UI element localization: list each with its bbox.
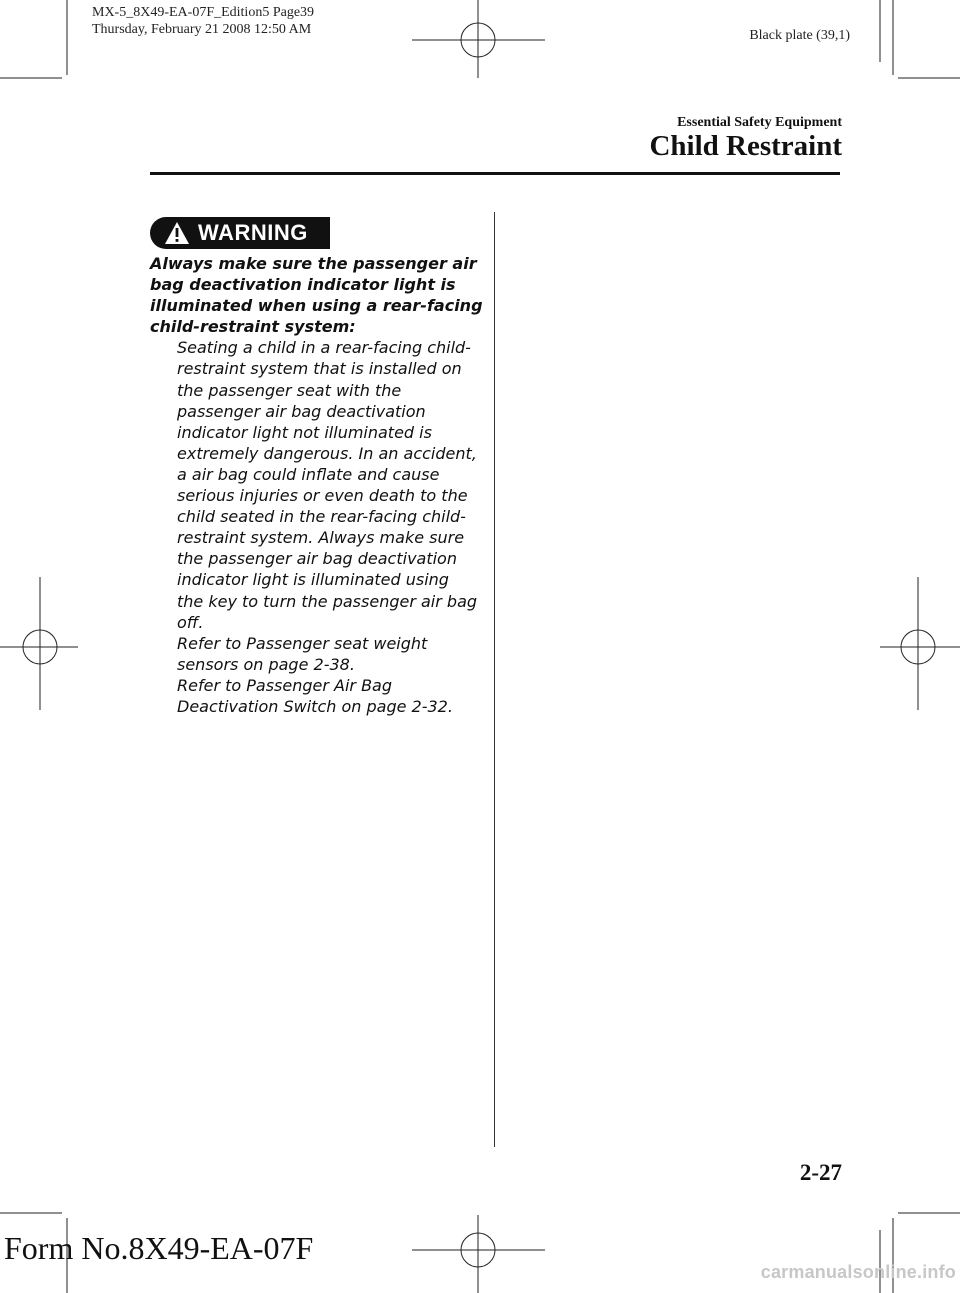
warning-body-line: passenger air bag deactivation	[177, 401, 426, 421]
warning-lead-line: Always make sure the passenger air	[150, 254, 477, 273]
exclamation-icon	[164, 221, 190, 245]
warning-body-line: child seated in the rear-facing child-	[177, 507, 466, 527]
warning-body	[150, 253, 483, 717]
warning-body-line: indicator light not illuminated is	[177, 422, 432, 442]
warning-body-line: the passenger seat with the	[177, 380, 402, 400]
warning-body-line: indicator light is illuminated using	[177, 570, 449, 590]
warning-body-line: Seating a child in a rear-facing child-	[177, 338, 471, 358]
warning-badge	[150, 217, 330, 249]
warning-body-line: sensors on page 2-38.	[177, 654, 355, 674]
warning-lead-line: bag deactivation indicator light is	[150, 275, 456, 295]
section-label: Essential Safety Equipment	[677, 115, 842, 130]
warning-body-line: extremely dangerous. In an accident,	[177, 443, 477, 463]
form-number: Form No.8X49-EA-07F	[4, 1230, 314, 1266]
warning-body-line: Refer to Passenger Air Bag	[177, 675, 393, 695]
warning-label: WARNING	[198, 220, 308, 245]
watermark: carmanualsonline.info	[760, 1262, 956, 1282]
print-job-info	[92, 4, 412, 38]
header-rule	[150, 172, 840, 175]
warning-lead-line: illuminated when using a rear-facing	[150, 296, 483, 316]
warning-lead-line: child-restraint system:	[150, 317, 356, 337]
warning-body-line: restraint system that is installed on	[177, 359, 462, 379]
warning-body-line: the passenger air bag deactivation	[177, 549, 457, 569]
warning-body-line: Deactivation Switch on page 2-32.	[177, 696, 453, 716]
page-title: Child Restraint	[649, 130, 842, 162]
plate-label: Black plate (39,1)	[749, 28, 850, 43]
print-job-line-2: Thursday, February 21 2008 12:50 AM	[92, 22, 312, 37]
column-divider	[494, 212, 495, 1147]
warning-body-line: the key to turn the passenger air bag	[177, 591, 478, 611]
print-job-line-1: MX-5_8X49-EA-07F_Edition5 Page39	[92, 5, 315, 20]
warning-body-line: restraint system. Always make sure	[177, 528, 465, 548]
page-number: 2-27	[799, 1160, 842, 1185]
warning-body-line: Refer to Passenger seat weight	[177, 633, 428, 653]
warning-body-line: serious injuries or even death to the	[177, 486, 468, 506]
warning-body-line: off.	[177, 612, 204, 632]
warning-body-line: a air bag could inflate and cause	[177, 464, 440, 484]
